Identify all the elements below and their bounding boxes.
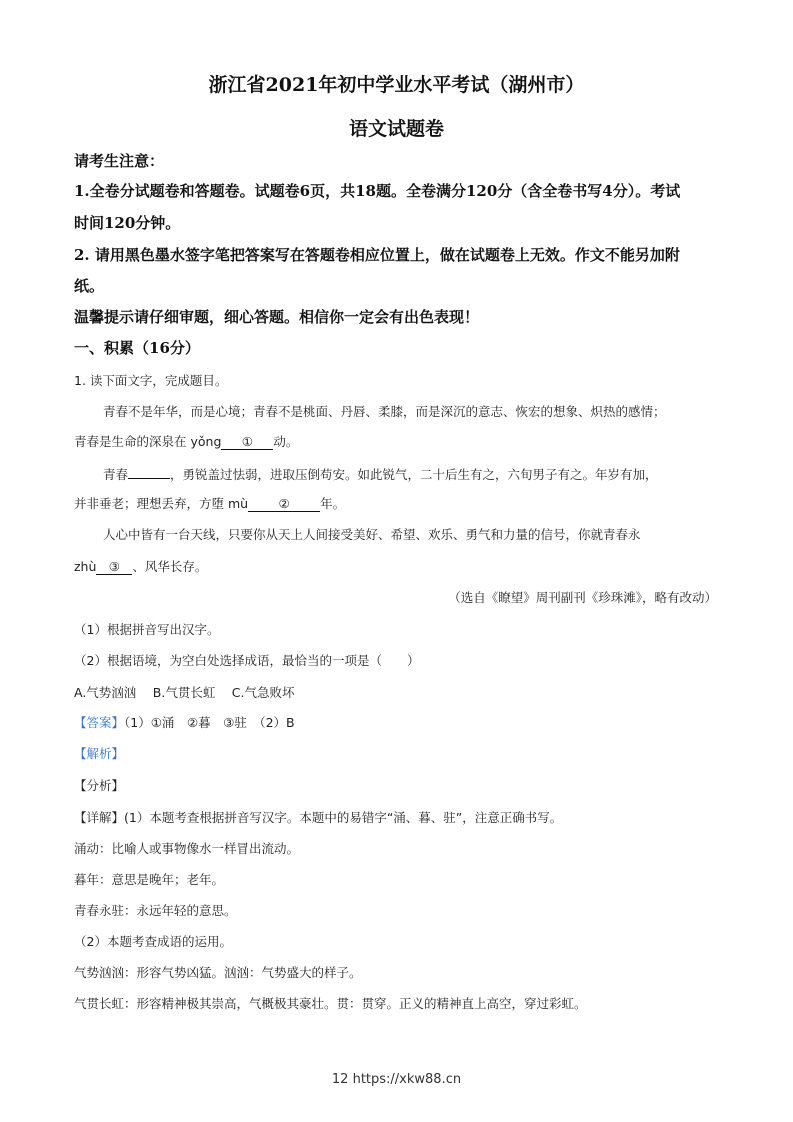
analysis-tag: 【解析】 [74, 746, 125, 761]
fill-blank-idiom [128, 463, 170, 479]
passage-text: ，勇锐盖过怯弱，进取压倒苟安。如此锐气，二十后生有之，六旬男子有之。年岁有加， [170, 467, 658, 482]
explanation-line: 涌动：比喻人或事物像水一样冒出流动。 [74, 841, 300, 856]
passage-text: 、风华长存。 [132, 559, 208, 574]
fill-blank-2: ② [248, 496, 320, 512]
page-footer: 12 https://xkw88.cn [331, 1072, 462, 1087]
notice-heading: 请考生注意： [74, 152, 165, 170]
page-title: 浙江省2021年初中学业水平考试（湖州市） [208, 74, 585, 96]
passage-line: 青春不是年华，而是心境；青春不是桃面、丹唇、柔膝，而是深沉的意志、恢宏的想象、炽热的感情； [103, 404, 666, 419]
passage-line [74, 494, 345, 512]
explanation-line: 暮年：意思是晚年；老年。 [74, 872, 225, 887]
analysis-heading: 【分析】 [74, 778, 125, 793]
explanation-line: 青春永驻：永远年轻的意思。 [74, 903, 237, 918]
fill-blank-1: ① [221, 434, 273, 450]
fill-blank-3: ③ [96, 559, 132, 575]
notice-item-1-cont: 时间120分钟。 [74, 214, 181, 232]
page-subtitle: 语文试题卷 [348, 118, 444, 140]
explanation-line: （2）本题考查成语的运用。 [74, 934, 232, 949]
notice-item-1: 1.全卷分试题卷和答题卷。试题卷6页，共18题。全卷满分120分（含全卷书写4分）。考试 [74, 182, 681, 200]
passage-text: 并非垂老；理想丢弃，方堕 mù [74, 496, 249, 511]
section-heading: 一、积累（16分） [74, 339, 200, 357]
notice-item-2: 2. 请用黑色墨水签字笔把答案写在答题卷相应位置上，做在试题卷上无效。作文不能另加附 [74, 246, 680, 264]
reminder-text: 温馨提示请仔细审题，细心答题。相信你一定会有出色表现！ [74, 308, 480, 326]
passage-source: （选自《瞭望》周刊副刊《珍珠滩》，略有改动） [448, 590, 717, 605]
passage-line [74, 432, 298, 450]
passage-line [74, 557, 207, 575]
notice-item-2-cont: 纸。 [74, 277, 105, 295]
answer-options: A.气势汹汹 B.气贯长虹 C.气急败坏 [74, 685, 295, 700]
question-stem: 1. 读下面文字，完成题目。 [74, 373, 228, 388]
detail-explanation: 【详解】(1）本题考查根据拼音写汉字。本题中的易错字“涌、暮、驻”，注意正确书写。 [74, 810, 563, 825]
passage-text: 青春 [103, 467, 129, 482]
explanation-line: 气势汹汹：形容气势凶猛。汹汹：气势盛大的样子。 [74, 965, 362, 980]
passage-text: 动。 [273, 434, 299, 449]
answer-tag: 【答案】 [74, 715, 125, 730]
sub-question-1: （1）根据拼音写出汉字。 [74, 622, 220, 637]
passage-text: 年。 [320, 496, 346, 511]
answer-line [74, 713, 295, 731]
passage-line [103, 463, 658, 483]
sub-question-2: （2）根据语境，为空白处选择成语，最恰当的一项是（ ） [74, 653, 420, 668]
explanation-line: 气贯长虹：形容精神极其崇高，气概极其豪壮。贯：贯穿。正义的精神直上高空，穿过彩虹。 [74, 996, 587, 1011]
passage-text: zhù [74, 559, 97, 574]
answer-text: （1）①涌 ②暮 ③驻 （2）B [124, 715, 295, 730]
passage-line: 人心中皆有一台天线，只要你从天上人间接受美好、希望、欢乐、勇气和力量的信号，你就青春永 [103, 527, 641, 542]
passage-text: 青春是生命的深泉在 yǒng [74, 434, 222, 449]
